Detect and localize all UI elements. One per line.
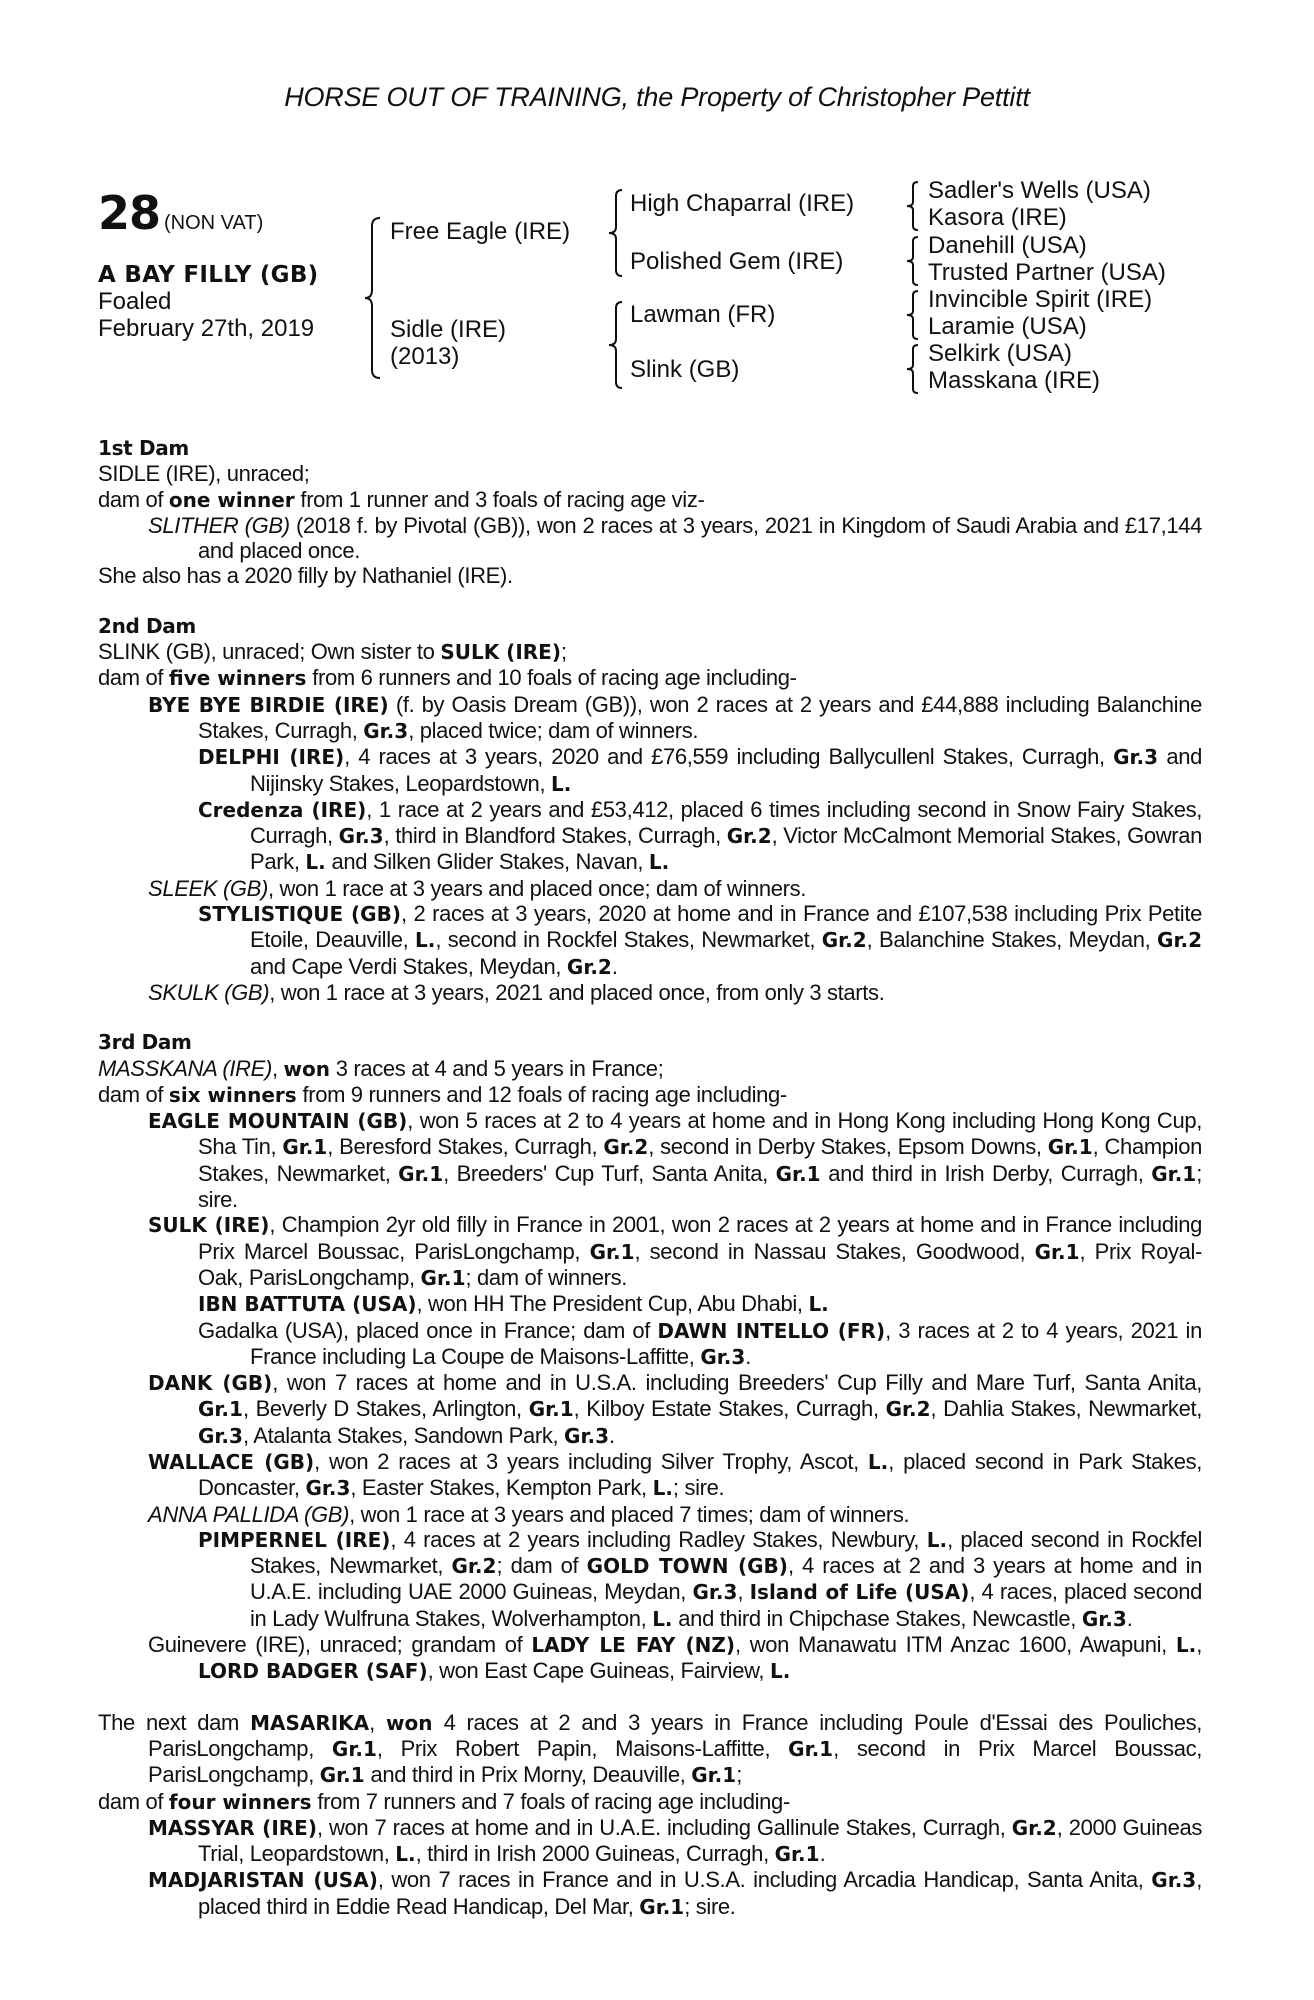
text-run: , Kilboy Estate Stakes, Curragh,	[573, 1396, 886, 1422]
produce-entry	[98, 513, 1202, 564]
produce-entry	[98, 901, 1202, 980]
produce-entry	[98, 1212, 1202, 1291]
text-run: , won 5 races at 2 to 4 years at home and in Hong Kong including Hong Kong Cup, Sha Tin,	[198, 1108, 1202, 1160]
bold-text: Gr.1	[691, 1763, 737, 1788]
text-run: dam of	[98, 1081, 169, 1107]
produce-entry	[98, 876, 1202, 901]
section-title: 1st Dam	[98, 436, 189, 460]
foaled-label: Foaled	[98, 288, 172, 315]
text-run: , 4 races at 3 years, 2020 and £76,559 including Ballycullenl Stakes, Curragh,	[344, 744, 1114, 770]
sire: Free Eagle (IRE)	[390, 218, 571, 245]
text-run: , 2 races at 3 years, 2020 at home and in France and £107,538 including Prix Petite Etoile, Deauville,	[250, 901, 1202, 953]
horse-name: A BAY FILLY (GB)	[98, 262, 319, 288]
text-run: .	[1126, 1605, 1133, 1631]
text-run: .	[609, 1422, 615, 1448]
text-run: , second in Derby Stakes, Epsom Downs,	[648, 1134, 1048, 1160]
text-run: SLINK (GB), unraced; Own sister to	[98, 639, 441, 665]
bold-text: BYE BYE BIRDIE (IRE)	[148, 692, 389, 717]
produce-entry	[98, 1502, 1202, 1527]
bold-text: Gr.3	[1113, 745, 1159, 770]
dam-line: SIDLE (IRE), unraced;	[98, 461, 310, 487]
text-run: , Victor McCalmont Memorial Stakes, Gowran Park,	[250, 823, 1203, 875]
lot-header	[98, 186, 263, 240]
sire-dam: Polished Gem (IRE)	[630, 248, 844, 275]
bold-text: Gr.3	[1081, 1606, 1127, 1631]
text-run: 4 races at 2 and 3 years in France including Poule d'Essai des Pouliches, ParisLongchamp,	[148, 1709, 1202, 1761]
sire-sire: High Chaparral (IRE)	[630, 190, 855, 217]
section-title: 3rd Dam	[98, 1030, 192, 1055]
bold-text: MADJARISTAN (USA)	[148, 1868, 378, 1893]
first-dam-section	[98, 436, 1202, 589]
pedigree-notes	[98, 436, 1202, 1945]
text-run: , Easter Stakes, Kempton Park,	[350, 1475, 653, 1501]
text-run: , won 7 races in France and in U.S.A. including Arcadia Handicap, Santa Anita,	[377, 1867, 1152, 1893]
produce-entry	[98, 1632, 1202, 1685]
next-dam-section	[98, 1710, 1202, 1920]
text-run: , won East Cape Guineas, Fairview,	[427, 1658, 770, 1684]
text-run: , Prix Robert Papin, Maisons-Laffitte,	[376, 1735, 789, 1761]
produce-summary	[98, 487, 1202, 513]
bold-text: STYLISTIQUE (GB)	[198, 902, 401, 927]
text-run: , Beverly D Stakes, Arlington,	[242, 1396, 529, 1422]
bold-text: Gr.2	[726, 824, 772, 849]
text-run: (2018 f. by Pivotal (GB)), won 2 races at 3 years, 2021 in Kingdom of Saudi Arabia and £17,144 and placed once.	[198, 512, 1203, 564]
bold-text: LORD BADGER (SAF)	[198, 1659, 428, 1684]
italic-name: SLITHER (GB)	[148, 512, 290, 538]
text-run: , third in Blandford Stakes, Curragh,	[383, 823, 727, 849]
text-run: , won 1 race at 3 years, 2021 and placed once, from only 3 starts.	[269, 979, 885, 1005]
text-run: , placed twice; dam of winners.	[408, 717, 699, 743]
produce-entry	[98, 744, 1202, 797]
bold-text: Gr.3	[692, 1580, 738, 1605]
bold-text: Gr.3	[338, 824, 384, 849]
text-run: ,	[1196, 1632, 1202, 1658]
text-run: ;	[736, 1762, 742, 1788]
bold-text: L.	[550, 771, 572, 796]
pedigree-brace-icon	[906, 180, 920, 232]
text-run: and Cape Verdi Stakes, Meydan,	[250, 953, 567, 979]
bold-text: Gr.1	[420, 1265, 466, 1290]
produce-entry	[98, 692, 1202, 745]
bold-text: Gr.1	[639, 1894, 685, 1919]
bold-text: Gr.1	[198, 1397, 243, 1422]
bold-text: Gr.2	[1011, 1815, 1057, 1840]
bold-text: L.	[769, 1659, 791, 1684]
text-run: dam of	[98, 486, 169, 512]
dam-line	[98, 639, 1202, 665]
third-dam-section	[98, 1030, 1202, 1684]
dam-line	[98, 1056, 1202, 1082]
bold-text: Gr.1	[589, 1239, 635, 1264]
text-run: ,	[369, 1709, 387, 1735]
bold-text: DAWN INTELLO (FR)	[657, 1318, 886, 1343]
bold-text: Gr.1	[1047, 1135, 1093, 1160]
text-run: and third in Prix Morny, Deauville,	[364, 1762, 692, 1788]
bold-text: Gr.1	[1151, 1161, 1197, 1186]
produce-entry	[98, 797, 1202, 876]
bold-text: SULK (IRE)	[148, 1213, 270, 1238]
bold-text: L.	[926, 1527, 948, 1552]
produce-entry	[98, 1370, 1202, 1449]
bold-text: four winners	[168, 1789, 312, 1814]
vat-status: (NON VAT)	[164, 212, 264, 234]
bold-text: five winners	[168, 666, 307, 691]
pedigree-brace-icon	[608, 300, 624, 390]
bold-text: PIMPERNEL (IRE)	[198, 1527, 391, 1552]
text-run: , Champion 2yr old filly in France in 2001, won 2 races at 2 years at home and in France including Prix Marcel Boussac, ParisLongchamp,	[198, 1212, 1203, 1264]
text-run: ; sire.	[684, 1893, 736, 1919]
produce-entry	[98, 1527, 1202, 1632]
text-run: , 1 race at 2 years and £53,412, placed 6 times including second in Snow Fairy Stakes, Curragh,	[250, 796, 1203, 849]
dam-line	[98, 1710, 1202, 1789]
text-run: ,	[737, 1579, 750, 1605]
text-run: , second in Prix Marcel Boussac, ParisLongchamp,	[148, 1735, 1202, 1788]
bold-text: six winners	[168, 1082, 297, 1107]
produce-entry	[98, 1815, 1202, 1868]
bold-text: MASSYAR (IRE)	[148, 1815, 317, 1840]
bold-text: one winner	[168, 487, 295, 512]
bold-text: DELPHI (IRE)	[198, 745, 345, 770]
produce-entry	[98, 980, 1202, 1005]
text-run: , placed second in Rockfel Stakes, Newmarket,	[250, 1526, 1202, 1579]
produce-entry	[98, 1318, 1202, 1371]
bold-text: Gr.1	[319, 1763, 365, 1788]
bold-text: GOLD TOWN (GB)	[586, 1554, 788, 1579]
bold-text: Gr.3	[198, 1423, 243, 1448]
foaled-info	[98, 288, 314, 342]
bold-text: Gr.2	[1157, 928, 1202, 953]
text-run: , Champion Stakes, Newmarket,	[198, 1134, 1202, 1186]
second-dam-section	[98, 614, 1202, 1005]
bold-text: L.	[652, 1606, 673, 1631]
pedigree-brace-icon	[364, 216, 382, 380]
text-run: Guinevere (IRE), unraced; grandam of	[148, 1632, 532, 1658]
bold-text: Gr.1	[788, 1736, 834, 1761]
ancestor-g3: Sadler's Wells (USA)	[928, 177, 1151, 204]
pedigree-brace-icon	[906, 343, 920, 395]
dam-dam: Slink (GB)	[630, 356, 740, 383]
text-run: , won 7 races at home and in U.A.E. including Gallinule Stakes, Curragh,	[316, 1814, 1012, 1840]
text-run: , second in Nassau Stakes, Goodwood,	[634, 1238, 1035, 1264]
bold-text: LADY LE FAY (NZ)	[531, 1633, 735, 1658]
bold-text: Gr.1	[331, 1736, 377, 1761]
text-run: and Nijinsky Stakes, Leopardstown,	[250, 744, 1203, 796]
text-run: ; sire.	[672, 1475, 725, 1501]
text-run: (f. by Oasis Dream (GB)), won 2 races at 2 years and £44,888 including Balanchine Stakes, Curragh,	[198, 691, 1202, 743]
text-run: , Prix Royal-Oak, ParisLongchamp,	[198, 1238, 1203, 1290]
produce-entry	[98, 1449, 1202, 1502]
bold-text: won	[386, 1710, 433, 1735]
ancestor-g3: Masskana (IRE)	[928, 367, 1101, 394]
text-run: , placed second in Park Stakes, Doncaster,	[198, 1448, 1202, 1501]
italic-name: SLEEK (GB)	[148, 875, 268, 901]
bold-text: won	[283, 1056, 330, 1081]
text-run: from 9 runners and 12 foals of racing age including-	[296, 1081, 787, 1107]
text-run: , won 1 race at 3 years and placed once; dam of winners.	[267, 875, 807, 901]
text-run: , Beresford Stakes, Curragh,	[327, 1134, 604, 1160]
bold-text: Gr.1	[774, 1842, 820, 1867]
bold-text: Gr.3	[363, 718, 409, 743]
bold-text: Gr.3	[1151, 1868, 1197, 1893]
produce-entry	[98, 1867, 1202, 1920]
text-run: , Atalanta Stakes, Sandown Park,	[242, 1422, 565, 1448]
produce-summary	[98, 665, 1202, 691]
dam: Sidle (IRE)	[390, 316, 507, 343]
text-run: , 4 races, placed second in Lady Wulfruna Stakes, Wolverhampton,	[250, 1579, 1203, 1631]
text-run: dam of	[98, 1788, 169, 1814]
dam-sire: Lawman (FR)	[630, 301, 776, 328]
text-run: from 7 runners and 7 foals of racing age including-	[311, 1788, 790, 1814]
lot-number: 28	[98, 186, 161, 240]
bold-text: Gr.1	[282, 1135, 328, 1160]
italic-name: ANNA PALLIDA (GB)	[148, 1501, 350, 1527]
ancestor-g3: Selkirk (USA)	[928, 340, 1073, 367]
bold-text: Gr.3	[305, 1476, 351, 1501]
bold-text: Credenza (IRE)	[198, 797, 367, 822]
bold-text: L.	[808, 1292, 829, 1317]
text-run: , won 2 races at 3 years including Silver Trophy, Ascot,	[314, 1448, 868, 1474]
dam-year: (2013)	[390, 343, 460, 370]
ancestor-g3: Kasora (IRE)	[928, 204, 1067, 231]
foaled-date: February 27th, 2019	[98, 315, 315, 342]
text-run: The next dam	[98, 1709, 251, 1735]
text-run: , won 7 races at home and in U.S.A. including Breeders' Cup Filly and Mare Turf, Santa Anita,	[272, 1370, 1202, 1396]
section-title: 2nd Dam	[98, 613, 196, 638]
pedigree-brace-icon	[906, 235, 920, 287]
ancestor-g3: Invincible Spirit (IRE)	[928, 286, 1153, 313]
text-run: from 1 runner and 3 foals of racing age viz-	[294, 486, 705, 512]
text-run: , third in Irish 2000 Guineas, Curragh,	[415, 1841, 775, 1867]
bold-text: Gr.2	[885, 1397, 931, 1422]
bold-text: L.	[415, 928, 436, 953]
text-run: ; dam of winners.	[465, 1264, 628, 1290]
bold-text: Gr.3	[700, 1344, 746, 1369]
text-run: ;	[560, 639, 567, 665]
ancestor-g3: Danehill (USA)	[928, 232, 1087, 259]
text-run: , placed third in Eddie Read Handicap, Del Mar,	[198, 1867, 1202, 1919]
ancestor-g3: Laramie (USA)	[928, 313, 1087, 340]
text-run: and Silken Glider Stakes, Navan,	[325, 849, 649, 875]
text-run: , Balanchine Stakes, Meydan,	[866, 927, 1158, 953]
bold-text: Gr.2	[451, 1554, 497, 1579]
text-run: and third in Chipchase Stakes, Newcastle,	[672, 1605, 1082, 1631]
text-run: .	[819, 1841, 826, 1867]
note-line: She also has a 2020 filly by Nathaniel (IRE).	[98, 563, 513, 589]
bold-text: MASARIKA	[250, 1710, 370, 1735]
bold-text: Gr.1	[528, 1397, 574, 1422]
bold-text: L.	[395, 1842, 416, 1867]
pedigree-brace-icon	[906, 289, 920, 341]
produce-entry	[98, 1291, 1202, 1317]
bold-text: Gr.1	[775, 1161, 821, 1186]
bold-text: L.	[652, 1476, 673, 1501]
bold-text: EAGLE MOUNTAIN (GB)	[148, 1109, 408, 1134]
text-run: from 6 runners and 10 foals of racing age including-	[306, 665, 797, 691]
text-run: , 3 races at 2 to 4 years, 2021 in France including La Coupe de Maisons-Laffitte,	[250, 1317, 1202, 1369]
text-run: 3 races at 4 and 5 years in France;	[329, 1055, 664, 1081]
bold-text: Gr.2	[821, 928, 867, 953]
text-run: ; sire.	[198, 1160, 1202, 1213]
bold-text: L.	[648, 850, 670, 875]
text-run: , won 1 race at 3 years and placed 7 times; dam of winners.	[349, 1501, 910, 1527]
bold-text: L.	[1175, 1633, 1197, 1658]
bold-text: L.	[867, 1449, 889, 1474]
text-run: , won Manawatu ITM Anzac 1600, Awapuni,	[735, 1632, 1176, 1658]
bold-text: WALLACE (GB)	[148, 1449, 315, 1474]
text-run: , 2000 Guineas Trial, Leopardstown,	[198, 1814, 1202, 1867]
text-run: .	[745, 1343, 752, 1369]
bold-text: Gr.2	[566, 954, 612, 979]
pedigree-brace-icon	[608, 188, 624, 278]
text-run: dam of	[98, 665, 169, 691]
text-run: .	[611, 953, 618, 979]
bold-text: Gr.3	[564, 1423, 609, 1448]
italic-name: SKULK (GB)	[148, 979, 270, 1005]
text-run: , 4 races at 2 and 3 years at home and in U.A.E. including UAE 2000 Guineas, Meydan,	[250, 1553, 1203, 1605]
text-run: , 4 races at 2 years including Radley Stakes, Newbury,	[390, 1526, 927, 1552]
bold-text: SULK (IRE)	[440, 640, 561, 665]
ancestor-g3: Trusted Partner (USA)	[928, 259, 1166, 286]
bold-text: Gr.1	[398, 1161, 444, 1186]
text-run: Gadalka (USA), placed once in France; dam of	[198, 1317, 658, 1343]
text-run: and third in Irish Derby, Curragh,	[820, 1160, 1152, 1186]
produce-entry	[98, 1108, 1202, 1212]
page-title: HORSE OUT OF TRAINING, the Property of Christopher Pettitt	[284, 82, 1030, 112]
italic-name: MASSKANA (IRE)	[98, 1055, 272, 1081]
bold-text: L.	[305, 850, 326, 875]
bold-text: Island of Life (USA)	[749, 1580, 970, 1605]
text-run: ; dam of	[496, 1553, 587, 1579]
bold-text: Gr.2	[603, 1135, 649, 1160]
text-run: ,	[271, 1055, 284, 1081]
bold-text: IBN BATTUTA (USA)	[198, 1292, 417, 1317]
bold-text: DANK (GB)	[148, 1371, 273, 1396]
text-run: , Dahlia Stakes, Newmarket,	[930, 1396, 1202, 1422]
text-run: , Breeders' Cup Turf, Santa Anita,	[443, 1160, 776, 1186]
produce-summary	[98, 1082, 1202, 1108]
text-run: , won HH The President Cup, Abu Dhabi,	[416, 1291, 809, 1317]
text-run: , second in Rockfel Stakes, Newmarket,	[435, 927, 822, 953]
produce-summary	[98, 1789, 1202, 1815]
bold-text: Gr.1	[1034, 1239, 1080, 1264]
